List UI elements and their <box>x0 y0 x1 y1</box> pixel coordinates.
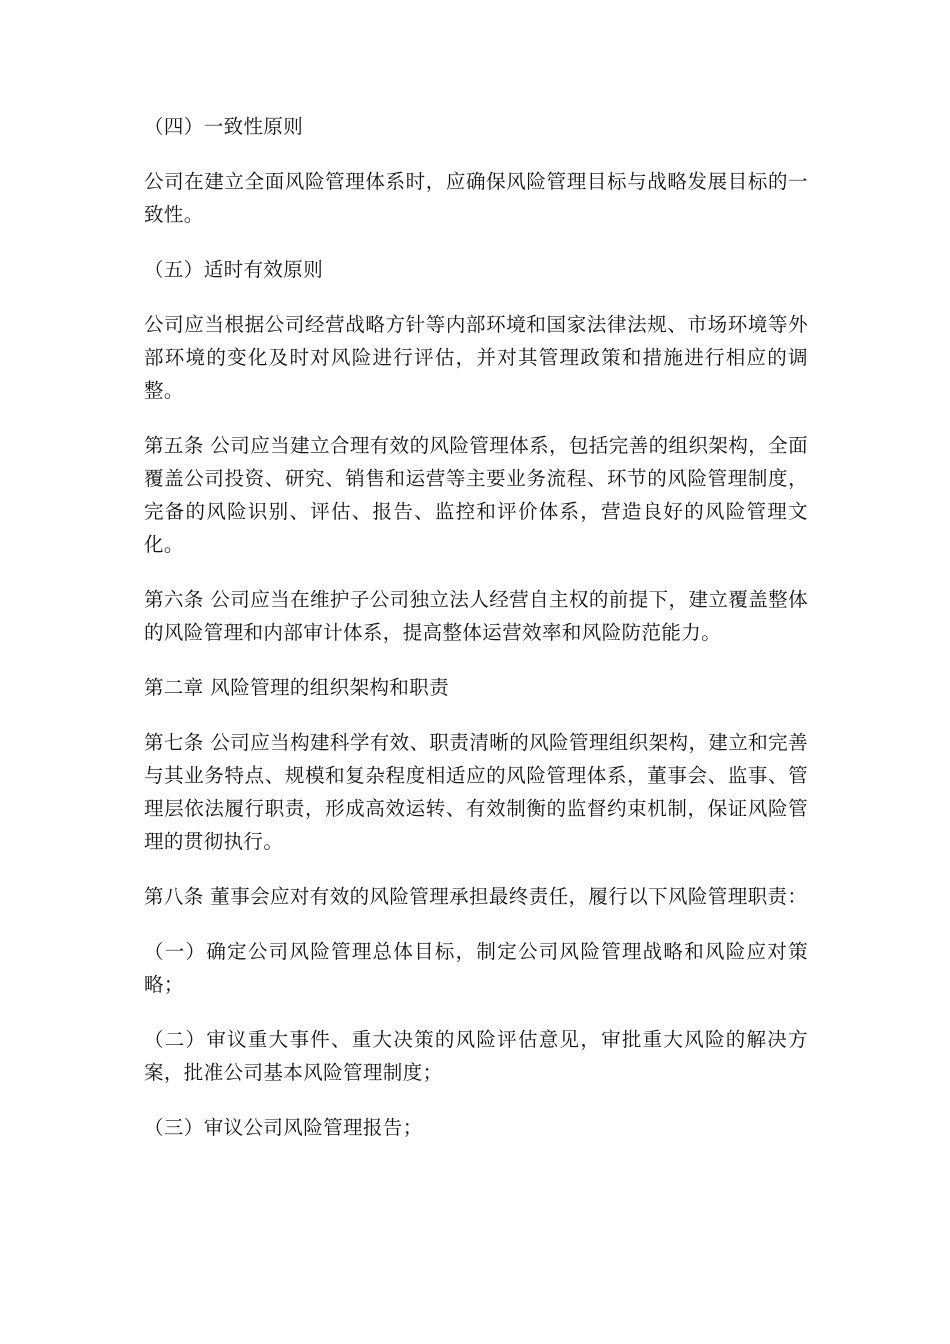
document-body <box>144 110 808 1166</box>
article-8-item-2: （二）审议重大事件、重大决策的风险评估意见，审批重大风险的解决方案，批准公司基本风险管理制度； <box>144 1028 808 1084</box>
chapter-2-title: 第二章 风险管理的组织架构和职责 <box>144 676 450 699</box>
section-heading-timely-effective-principle: （五）适时有效原则 <box>144 258 324 281</box>
article-7: 第七条 公司应当构建科学有效、职责清晰的风险管理组织架构，建立和完善与其业务特点、规模和复杂程度相适应的风险管理体系，董事会、监事、管理层依法履行职责，形成高效运转、有效制衡的监督约束机制，保证风险管理的贯彻执行。 <box>144 731 808 853</box>
paragraph-timely-effective-principle: 公司应当根据公司经营战略方针等内部环境和国家法律法规、市场环境等外部环境的变化及时对风险进行评估，并对其管理政策和措施进行相应的调整。 <box>144 313 808 402</box>
article-8-item-3: （三）审议公司风险管理报告； <box>144 1116 423 1139</box>
section-heading-consistency-principle: （四）一致性原则 <box>144 115 304 138</box>
article-8-item-1: （一）确定公司风险管理总体目标，制定公司风险管理战略和风险应对策略； <box>144 940 808 996</box>
article-8: 第八条 董事会应对有效的风险管理承担最终责任，履行以下风险管理职责： <box>144 885 808 908</box>
paragraph-consistency-principle: 公司在建立全面风险管理体系时，应确保风险管理目标与战略发展目标的一致性。 <box>144 170 808 226</box>
article-6: 第六条 公司应当在维护子公司独立法人经营自主权的前提下，建立覆盖整体的风险管理和内部审计体系，提高整体运营效率和风险防范能力。 <box>144 588 808 644</box>
article-5: 第五条 公司应当建立合理有效的风险管理体系，包括完善的组织架构，全面覆盖公司投资、研究、销售和运营等主要业务流程、环节的风险管理制度，完备的风险识别、评估、报告、监控和评价体系，营造良好的风险管理文化。 <box>144 434 808 556</box>
